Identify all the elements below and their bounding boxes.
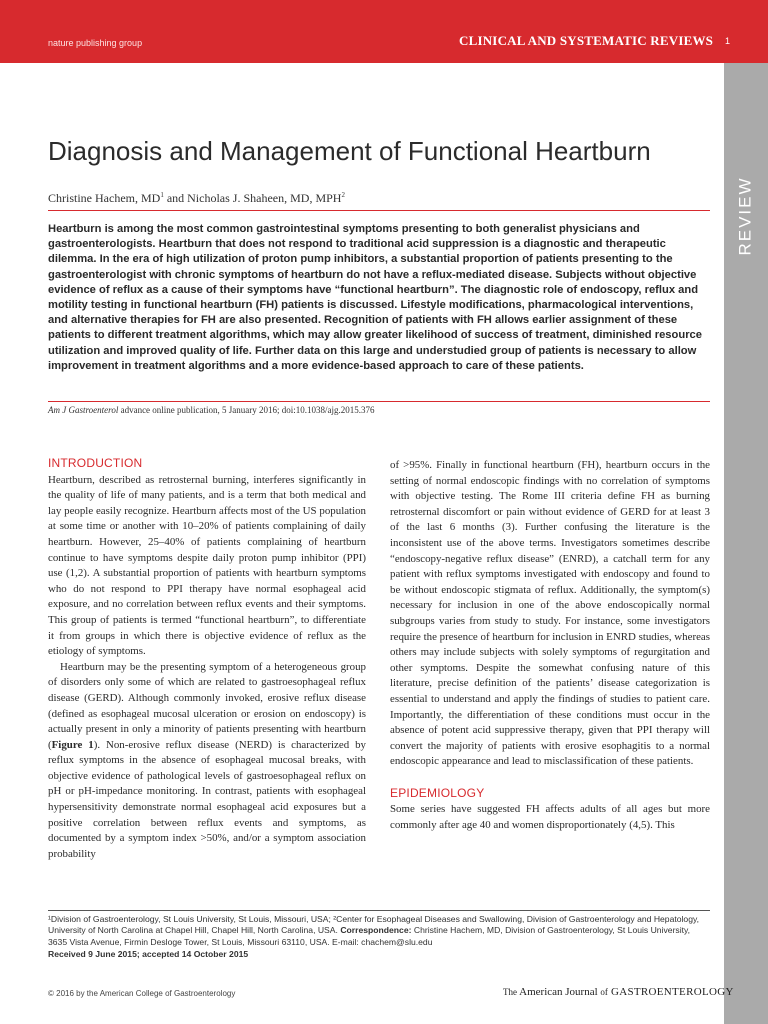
left-column [48,456,366,862]
intro-paragraph-2-part-a: Heartburn may be the presenting symptom of a heterogeneous group of disorders only some of which are related to gastroesophageal reflux disease (GERD). Although commonly invoked, erosive reflux disease (defined as esophageal mucosal ulceration or erosion on endoscopy) is actually present in only a minority of patients presenting with heartburn ( [48,660,366,751]
page-number: 1 [725,36,731,46]
intro-paragraph-2 [48,660,366,863]
side-tab-label-box [724,151,768,281]
journal-of: of [600,987,608,997]
author-1: Christine Hachem, MD [48,191,161,205]
intro-paragraph-2-part-b: ). Non-erosive reflux disease (NERD) is characterized by reflux symptoms in the absence of esophageal mucosal breaks, with objective evidence of pathological levels of gastroesophageal reflux on pH or pH-impedance monitoring. In contrast, patients with esophageal hypersensitivity demonstrate normal esophageal acid exposures but a positive correlation between reflux events and symptoms, as documented by a symptom index >50%, and/or a symptom association probability [48,738,366,860]
epidemiology-heading: EPIDEMIOLOGY [390,785,485,800]
author-1-affiliation: 1 [160,191,164,199]
journal-name [503,986,734,998]
section-gap [390,770,710,786]
author-2-affiliation: 2 [341,191,345,199]
correspondence-label: Correspondence: [340,925,412,936]
epidemiology-paragraph-1: Some series have suggested FH affects adults of all ages but more commonly after age 40 and women disproportionately (4,5). This [390,803,710,832]
citation-details: advance online publication, 5 January 2016; doi:10.1038/ajg.2015.376 [118,405,375,415]
abstract: Heartburn is among the most common gastrointestinal symptoms presenting to both generalist physicians and gastroenterologists. Heartburn that does not respond to traditional acid suppression is a diagnostic and therapeutic dilemma. In the era of high utilization of proton pump inhibitors, a substantial proportion of patients presenting to the gastroenterologist with chronic symptoms of heartburn do not have a reflux-mediated disease. Subjects without objective evidence of reflux as a cause of their symptoms have “functional heartburn”. The diagnostic role of endoscopy, reflux and motility testing in functional heartburn (FH) patients is discussed. Lifestyle modifications, pharmacological interventions, and alternative therapies for FH are also presented. Recognition of patients with FH allows earlier assignment of these patients to different treatment algorithms, which may allow greater likelihood of success of treatment, diminished resource utilization and improved quality of life. Further data on this large and understudied group of patients is necessary to allow improvement in treatment algorithms and a more evidence-based approach to care of these patients. [48,223,702,372]
right-column [390,458,710,834]
side-tab [724,63,768,1024]
introduction-heading: INTRODUCTION [48,456,143,470]
affiliations-footnote [48,914,708,948]
footnote-rule [48,910,710,911]
publisher-name: nature publishing group [48,38,143,48]
header-bar [0,0,768,63]
intro-paragraph-1: Heartburn, described as retrosternal burning, interferes significantly in the quality of life of many patients, and is a term that both medical and lay people easily recognize. Heartburn affects most of the US population at some time or another with 10–20% of patients complaining of daily heartburn. However, 25–40% of patients complaining of heartburn continue to have symptoms despite daily proton pump inhibitor (PPI) use (1,2). A substantial proportion of patients with heartburn symptoms who do not respond to PPI therapy have normal esophageal acid exposure, and no correlation between reflux events and their symptoms. This group of patients is termed “functional heartburn”, to differentiate it from groups in which there is objective evidence of reflux as the etiology of symptoms. [48,473,366,658]
received-dates: Received 9 June 2015; accepted 14 October 2015 [48,949,249,959]
abstract-bottom-rule [48,401,710,402]
citation-line [48,405,708,415]
journal-the: The [503,987,517,997]
right-paragraph-1: of >95%. Finally in functional heartburn (FH), heartburn occurs in the setting of normal endoscopic findings with no correlation of symptoms with objective testing. The Rome III criteria define FH as burning retrosternal discomfort or pain without evidence of GERD for at least 3 of the last 6 months (3). Further confusing the literature is the inconsistent use of the above terms. Investigators sometimes describe “endoscopy-negative reflux disease” (ENRD), a catchall term for any patient with reflux symptoms investigated with endoscopy and found to be without endoscopic stigmata of reflux. Additionally, the symptom(s) necessary for inclusion in one of the above endoscopically normal subgroups varies from study to study. For instance, some investigators require the presence of heartburn for inclusion in ENRD studies, whereas others may include subjects with solely symptoms of regurgitation and other symptoms. Despite the somewhat confusing nature of this literature, precise definition of the patients’ disease categorization is essential to understand and apply the findings of studies to patient care. Importantly, the differentiation of these conditions must occur in the absence of potent acid suppressive therapy, given that PPI therapy will convert the majority of patients with erosive esophagitis to a normal endoscopic appearance and lead to misclassification of these patients. [390,459,710,768]
section-label: CLINICAL AND SYSTEMATIC REVIEWS [459,33,714,48]
author-joiner: and [163,191,188,205]
journal-mid: American Journal [517,986,601,998]
affiliations-text: ¹Division of Gastroenterology, St Louis University, St Louis, Missouri, USA; ²Center for Esophageal Diseases and Swallowing, Division of Gastroenterology and Hepatology, University of North Carolina at Chapel Hill, Chapel Hill, North Carolina, USA. [48,914,700,936]
citation-journal: Am J Gastroenterol [48,405,119,415]
copyright-notice: © 2016 by the American College of Gastroenterology [48,989,236,998]
side-tab-label: REVIEW [736,176,755,256]
author-line [48,191,708,206]
figure-1-reference[interactable]: Figure 1 [51,738,94,751]
correspondence-text: Christine Hachem, MD, Division of Gastroenterology, St Louis University, 3635 Vista Avenue, Firmin Desloge Tower, St Louis, Missouri 63110, USA. E-mail: chachem@slu.edu [48,925,691,947]
article-title: Diagnosis and Management of Functional Heartburn [48,136,651,166]
abstract-top-rule [48,210,710,211]
author-2: Nicholas J. Shaheen, MD, MPH [187,191,342,205]
journal-gastro: GASTROENTEROLOGY [607,986,734,998]
